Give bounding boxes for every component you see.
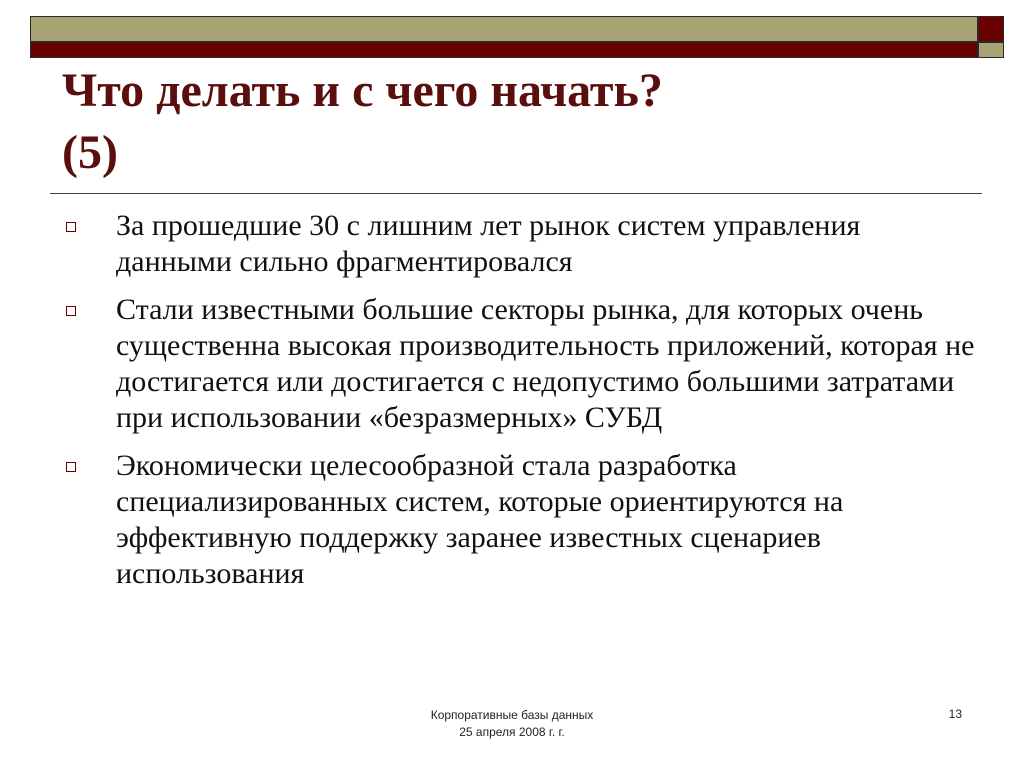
slide-title xyxy=(62,60,962,184)
square-bullet-icon xyxy=(66,306,76,316)
title-divider xyxy=(50,193,982,194)
header-corner-square-olive xyxy=(978,42,1004,58)
bullet-list xyxy=(62,208,982,604)
bullet-item xyxy=(62,448,982,592)
slide-title-line2: (5) xyxy=(62,126,118,179)
square-bullet-icon xyxy=(66,462,76,472)
slide-footer xyxy=(362,707,662,741)
slide-title-line1: Что делать и с чего начать? xyxy=(62,64,663,117)
bullet-item xyxy=(62,208,982,280)
header-olive-bar xyxy=(30,16,978,42)
header-corner-square-red xyxy=(978,16,1004,42)
header-dark-red-bar xyxy=(30,42,978,58)
bullet-text: За прошедшие 30 с лишним лет рынок систем управления данными сильно фрагментировался xyxy=(116,209,861,278)
square-bullet-icon xyxy=(66,222,76,232)
bullet-text: Стали известными большие секторы рынка, для которых очень существенна высокая производительность приложений, которая не достигается или достигается с недопустимо большими затратами при использовании «безразмерных» СУБД xyxy=(116,293,975,434)
footer-course-name: Корпоративные базы данных xyxy=(430,708,594,722)
footer-date: 25 апреля 2008 г. г. xyxy=(459,725,565,739)
page-number: 13 xyxy=(948,707,962,721)
bullet-text: Экономически целесообразной стала разработка специализированных систем, которые ориентируются на эффективную поддержку заранее известных сценариев использования xyxy=(116,449,844,590)
bullet-item xyxy=(62,292,982,436)
